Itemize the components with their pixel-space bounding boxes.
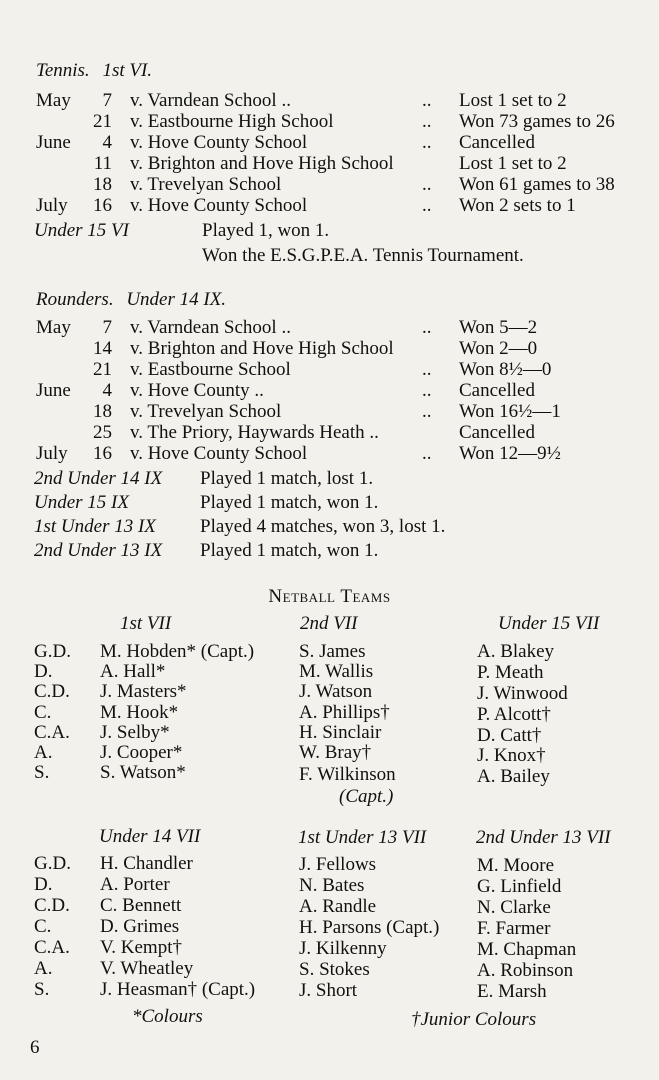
position-label: D.	[34, 661, 53, 682]
fixture-dots: ..	[422, 174, 432, 195]
player-name: N. Clarke	[477, 897, 551, 918]
netball-team-heading: Under 14 VII	[99, 826, 201, 847]
player-name: A. Phillips†	[299, 702, 390, 723]
team-result: Played 4 matches, won 3, lost 1.	[200, 516, 446, 537]
fixture-result: Won 16½—1	[459, 401, 561, 422]
fixture-opponent: v. Hove County School	[130, 443, 308, 464]
fixture-result: Won 12—9½	[459, 443, 561, 464]
fixture-opponent: v. Hove County School	[130, 132, 308, 153]
fixture-opponent: v. Hove County ..	[130, 380, 264, 401]
position-label: A.	[34, 958, 53, 979]
team-result: Played 1 match, won 1.	[200, 540, 379, 561]
fixture-dots: ..	[422, 132, 432, 153]
player-name: D. Grimes	[100, 916, 180, 937]
fixture-day: 21	[93, 359, 112, 380]
player-name: M. Chapman	[477, 939, 577, 960]
player-name: S. Stokes	[299, 959, 370, 980]
tennis-under15-result: Played 1, won 1.	[202, 220, 330, 241]
fixture-day: 4	[102, 380, 112, 401]
player-name: A. Robinson	[477, 960, 574, 981]
player-name: A. Bailey	[477, 766, 550, 787]
player-name: F. Farmer	[477, 918, 551, 939]
player-name: A. Randle	[299, 896, 377, 917]
player-name: D. Catt†	[477, 725, 542, 746]
player-name: S. James	[299, 641, 366, 662]
position-label: C.D.	[34, 895, 70, 916]
fixture-day: 16	[93, 195, 112, 216]
netball-team-heading: 1st Under 13 VII	[298, 827, 427, 848]
fixture-result: Cancelled	[459, 380, 535, 401]
position-label: A.	[34, 742, 53, 763]
fixture-dots: ..	[422, 401, 432, 422]
position-label: G.D.	[34, 853, 71, 874]
team-label: 1st Under 13 IX	[34, 516, 156, 537]
tennis-under15-label: Under 15 VI	[34, 220, 129, 241]
player-name: M. Hobden* (Capt.)	[100, 641, 255, 662]
position-label: S.	[34, 979, 50, 1000]
fixture-opponent: v. The Priory, Haywards Heath ..	[130, 422, 379, 443]
player-name: J. Heasman† (Capt.)	[100, 979, 256, 1000]
player-name: H. Chandler	[100, 853, 193, 874]
fixture-opponent: v. Varndean School ..	[130, 317, 291, 338]
position-label: C.D.	[34, 681, 70, 702]
fixture-opponent: v. Varndean School ..	[130, 90, 291, 111]
fixture-opponent: v. Hove County School	[130, 195, 308, 216]
player-name: J. Fellows	[299, 854, 377, 875]
fixture-dots: ..	[422, 317, 432, 338]
team-label: 2nd Under 13 IX	[34, 540, 163, 561]
player-name: V. Kempt†	[100, 937, 182, 958]
player-name: S. Watson*	[100, 762, 186, 783]
fixture-result: Cancelled	[459, 132, 535, 153]
player-name: A. Blakey	[477, 641, 555, 662]
player-name: J. Cooper*	[100, 742, 183, 763]
fixture-opponent: v. Eastbourne High School	[130, 111, 334, 132]
fixture-day: 4	[102, 132, 112, 153]
fixture-dots: ..	[422, 380, 432, 401]
fixture-opponent: v. Brighton and Hove High School	[130, 338, 394, 359]
colours-note: *Colours	[132, 1006, 203, 1027]
position-label: D.	[34, 874, 53, 895]
player-name: W. Bray†	[299, 742, 372, 763]
player-name: J. Selby*	[100, 722, 170, 743]
tennis-tournament: Won the E.S.G.P.E.A. Tennis Tournament.	[202, 245, 524, 266]
fixture-day: 25	[93, 422, 112, 443]
tennis-team: 1st VI.	[102, 60, 153, 81]
team-label: 2nd Under 14 IX	[34, 468, 163, 489]
player-name: J. Short	[299, 980, 358, 1001]
player-name: A. Hall*	[100, 661, 166, 682]
fixture-day: 7	[102, 90, 112, 111]
fixture-opponent: v. Trevelyan School	[130, 174, 282, 195]
fixture-result: Won 2—0	[459, 338, 538, 359]
fixture-day: 21	[93, 111, 112, 132]
rounders-heading: Rounders.	[36, 289, 114, 310]
player-name: E. Marsh	[477, 981, 547, 1002]
position-label: C.A.	[34, 722, 70, 743]
fixture-result: Lost 1 set to 2	[459, 153, 567, 174]
page-number: 6	[30, 1037, 40, 1058]
fixture-result: Lost 1 set to 2	[459, 90, 567, 111]
fixture-month: May	[36, 317, 71, 338]
fixture-dots: ..	[422, 443, 432, 464]
fixture-result: Won 2 sets to 1	[459, 195, 576, 216]
fixture-day: 11	[93, 153, 112, 174]
netball-team-heading: 2nd VII	[300, 613, 358, 634]
rounders-team: Under 14 IX.	[126, 289, 227, 310]
netball-team-heading: Under 15 VII	[498, 613, 600, 634]
player-name: J. Knox†	[477, 745, 546, 766]
junior-colours-note: †Junior Colours	[411, 1009, 537, 1030]
netball-title: Netball Teams	[268, 586, 391, 607]
player-name: J. Masters*	[100, 681, 187, 702]
tennis-heading: Tennis.	[36, 60, 90, 81]
position-label: C.	[34, 702, 52, 723]
fixture-opponent: v. Eastbourne School	[130, 359, 291, 380]
fixture-month: June	[36, 132, 71, 153]
team-result: Played 1 match, won 1.	[200, 492, 379, 513]
fixture-month: May	[36, 90, 71, 111]
player-name: J. Watson	[299, 681, 373, 702]
fixture-result: Won 61 games to 38	[459, 174, 615, 195]
team-result: Played 1 match, lost 1.	[200, 468, 374, 489]
player-name: V. Wheatley	[100, 958, 194, 979]
player-name: M. Moore	[477, 855, 555, 876]
player-name: H. Parsons (Capt.)	[299, 917, 440, 938]
player-name: J. Kilkenny	[299, 938, 387, 959]
position-label: G.D.	[34, 641, 71, 662]
player-name: P. Alcott†	[477, 704, 551, 725]
player-name: N. Bates	[299, 875, 365, 896]
fixture-opponent: v. Trevelyan School	[130, 401, 282, 422]
fixture-month: July	[36, 195, 68, 216]
netball-team-heading: 1st VII	[120, 613, 172, 634]
player-name: M. Wallis	[299, 661, 374, 682]
captain-note: (Capt.)	[339, 786, 394, 807]
netball-team-heading: 2nd Under 13 VII	[476, 827, 611, 848]
fixture-dots: ..	[422, 111, 432, 132]
player-name: A. Porter	[100, 874, 170, 895]
player-name: J. Winwood	[477, 683, 568, 704]
player-name: P. Meath	[477, 662, 544, 683]
position-label: C.	[34, 916, 52, 937]
tennis-heading-line	[36, 60, 152, 81]
position-label: S.	[34, 762, 50, 783]
fixture-result: Won 73 games to 26	[459, 111, 615, 132]
fixture-dots: ..	[422, 359, 432, 380]
player-name: H. Sinclair	[299, 722, 382, 743]
fixture-result: Won 5—2	[459, 317, 538, 338]
fixture-day: 14	[93, 338, 112, 359]
team-label: Under 15 IX	[34, 492, 129, 513]
player-name: G. Linfield	[477, 876, 562, 897]
fixture-dots: ..	[422, 90, 432, 111]
fixture-month: June	[36, 380, 71, 401]
rounders-heading-line	[36, 289, 226, 310]
player-name: C. Bennett	[100, 895, 182, 916]
fixture-dots: ..	[422, 195, 432, 216]
player-name: M. Hook*	[100, 702, 179, 723]
fixture-result: Won 8½—0	[459, 359, 552, 380]
fixture-opponent: v. Brighton and Hove High School	[130, 153, 394, 174]
fixture-day: 18	[93, 401, 112, 422]
fixture-month: July	[36, 443, 68, 464]
fixture-day: 16	[93, 443, 112, 464]
position-label: C.A.	[34, 937, 70, 958]
fixture-day: 7	[102, 317, 112, 338]
player-name: F. Wilkinson	[299, 764, 396, 785]
fixture-result: Cancelled	[459, 422, 535, 443]
fixture-day: 18	[93, 174, 112, 195]
